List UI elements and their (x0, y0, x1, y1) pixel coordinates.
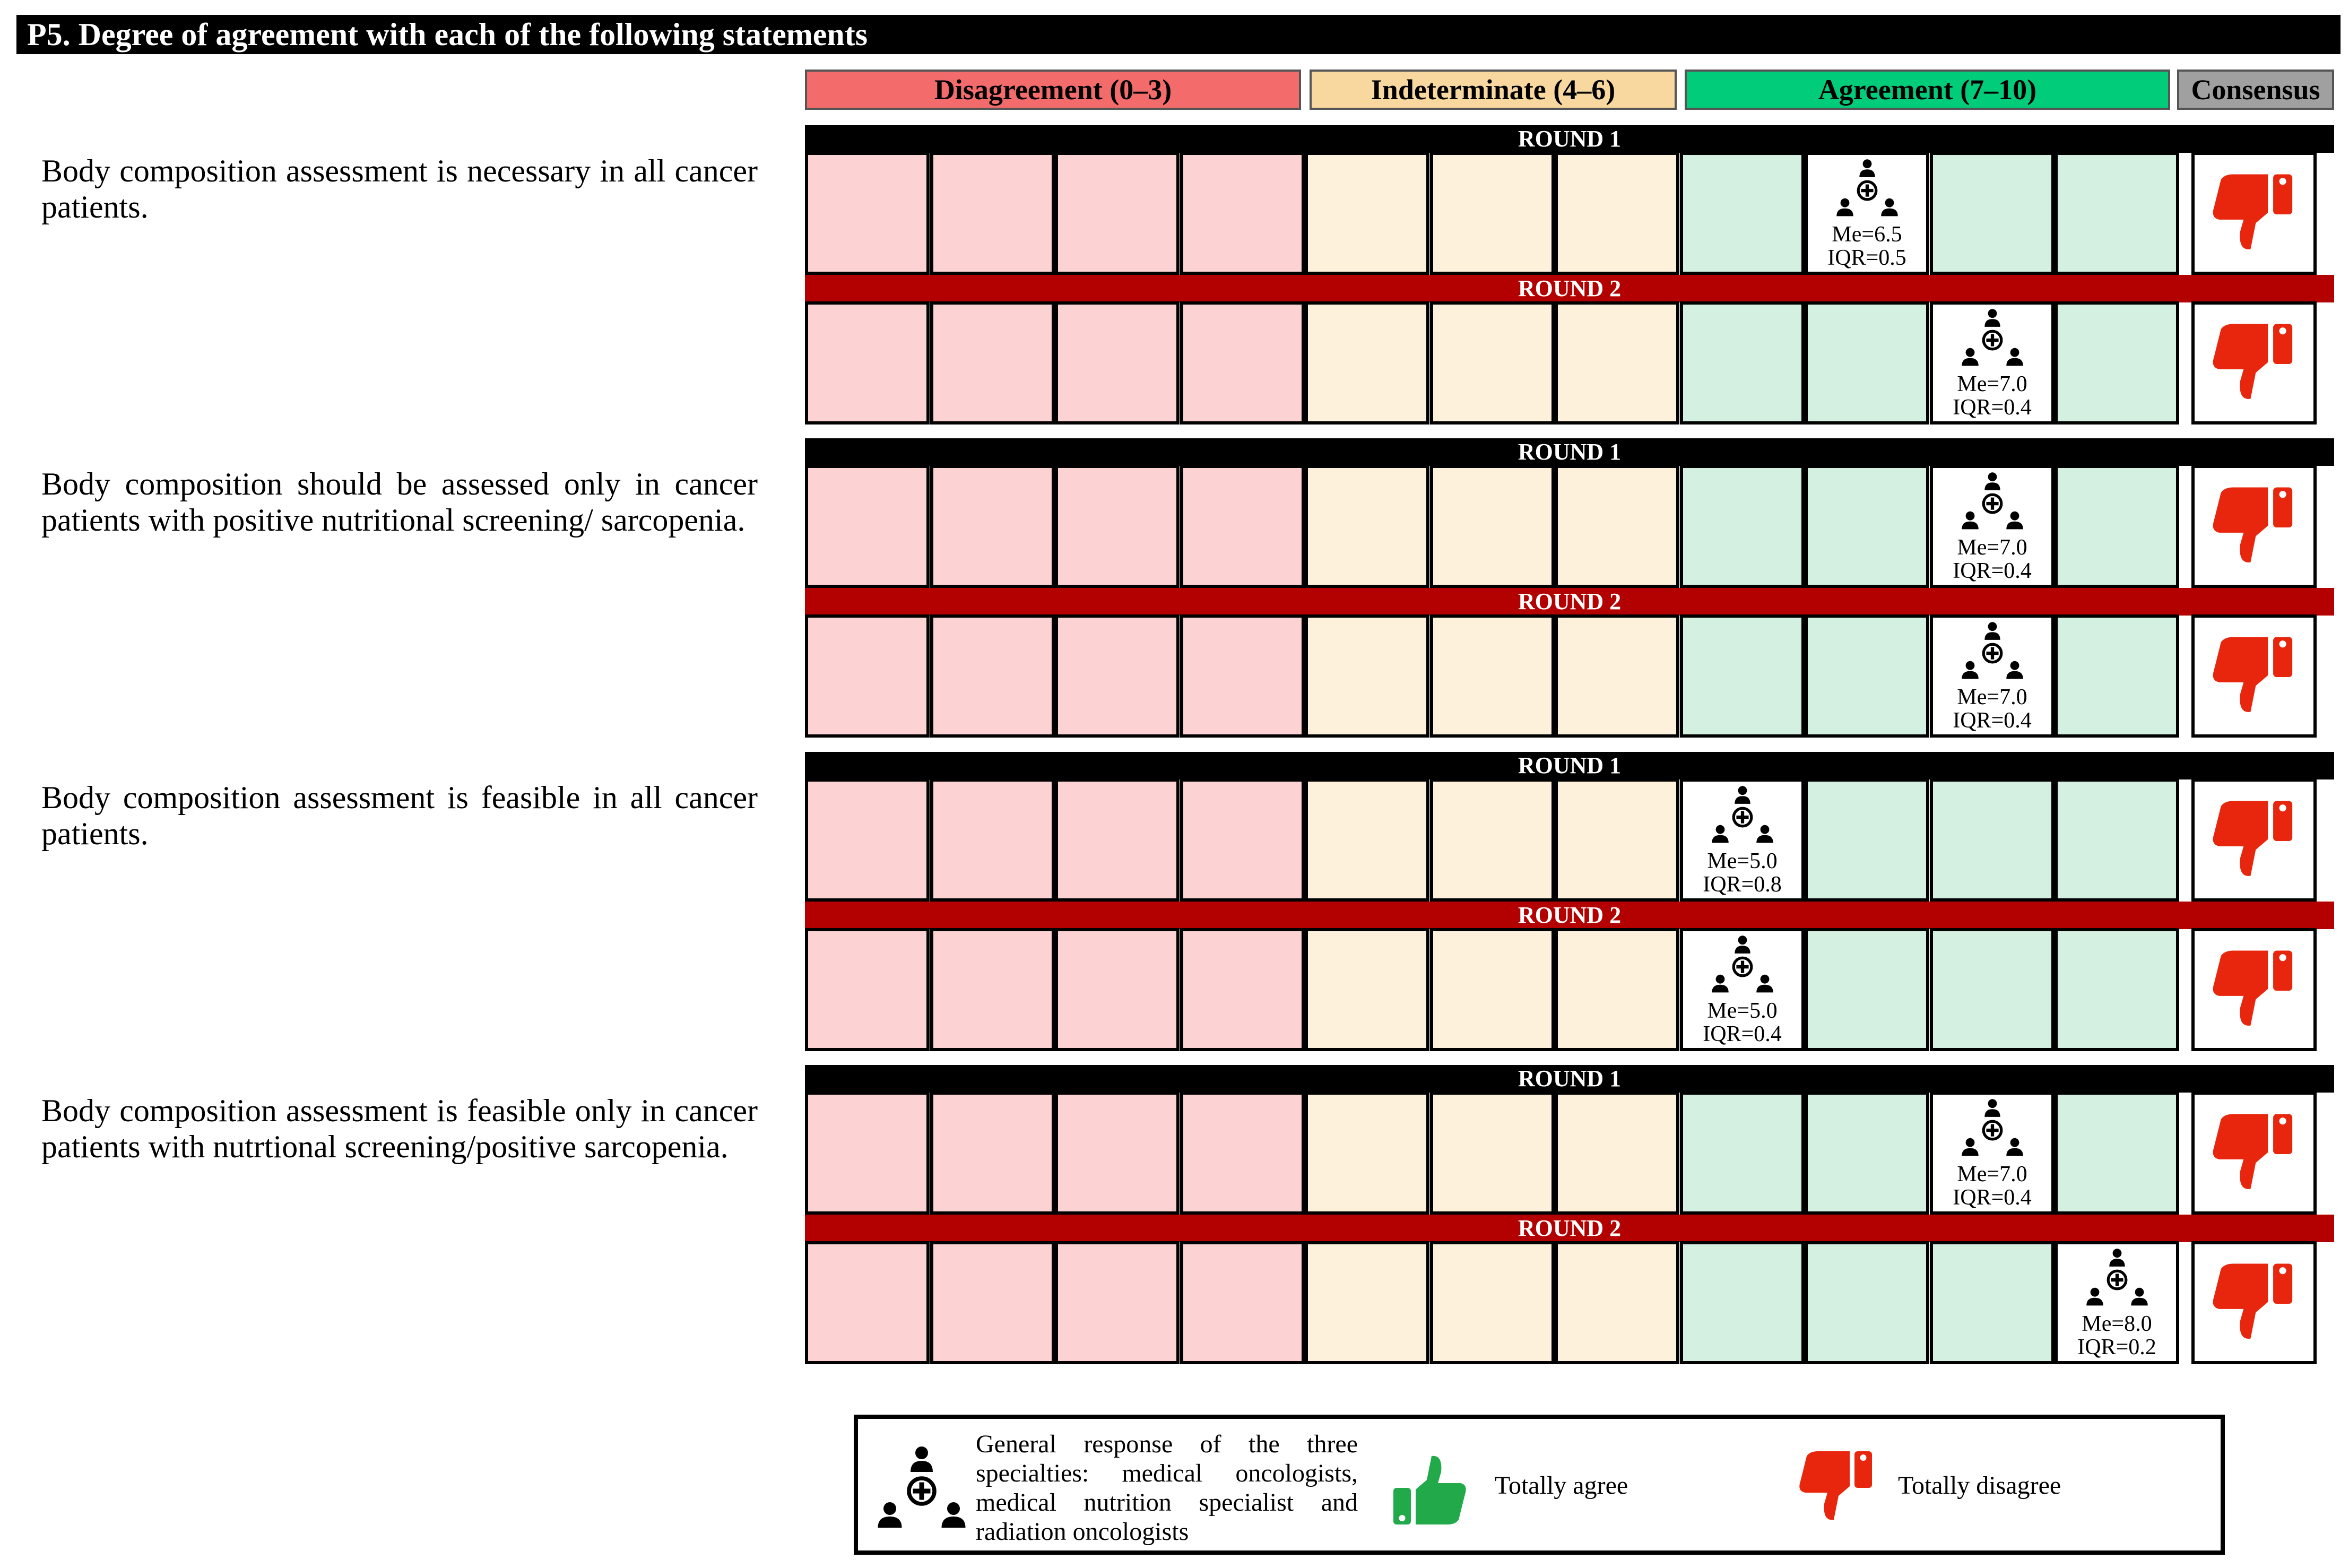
category-agreement: Agreement (7–10) (1685, 70, 2170, 110)
score-cell (1930, 152, 2055, 275)
legend-totally-disagree: Totally disagree (1898, 1471, 2061, 1500)
median-value: Me=5.0 (1707, 999, 1778, 1023)
thumbs-up-icon (1389, 1448, 1468, 1528)
statement-text: Body composition assessment is necessary in all cancer patients. (41, 153, 758, 224)
legend-general-response: General response of the three specialties: medical oncologists, medical nutrition specialist and radiation oncologists (976, 1430, 1358, 1546)
iqr-value: IQR=0.2 (2077, 1335, 2156, 1359)
thumbs-down-icon (2211, 947, 2298, 1034)
category-consensus: Consensus (2177, 70, 2334, 110)
score-cell (1805, 778, 1929, 902)
score-cell (1805, 465, 1929, 588)
iqr-value: IQR=0.8 (1703, 872, 1782, 897)
group-medical-icon (874, 1444, 969, 1535)
median-marker-cell (1930, 301, 2055, 425)
score-cell (2055, 465, 2179, 588)
score-cell (930, 1091, 1055, 1215)
figure-title: P5. Degree of agreement with each of the following statements (16, 15, 2341, 54)
consensus-cell (2191, 928, 2317, 1051)
iqr-value: IQR=0.4 (1703, 1022, 1782, 1046)
group-medical-icon (1959, 621, 2026, 683)
round-label: ROUND 2 (805, 588, 2334, 616)
round-label: ROUND 2 (805, 1215, 2334, 1242)
score-cell (1430, 1091, 1555, 1215)
iqr-value: IQR=0.4 (1953, 559, 2032, 583)
statement-text: Body composition assessment is feasible in all cancer patients. (41, 780, 758, 851)
thumbs-down-icon (2211, 320, 2298, 408)
score-cell (1305, 301, 1429, 425)
consensus-cell (2191, 778, 2317, 902)
score-cell (2055, 778, 2179, 902)
score-cell (1680, 301, 1805, 425)
score-cell (1305, 1091, 1429, 1215)
consensus-cell (2191, 465, 2317, 588)
statement-text: Body composition should be assessed only in cancer patients with positive nutritional screening/ sarcopenia. (41, 466, 758, 538)
score-cell (805, 614, 930, 738)
score-cell (1180, 1241, 1305, 1364)
score-cell (1805, 1091, 1929, 1215)
score-cell (1930, 928, 2055, 1051)
score-cell (1555, 1091, 1679, 1215)
median-value: Me=7.0 (1957, 535, 2027, 560)
score-cell (1555, 614, 1679, 738)
score-cell (1430, 778, 1555, 902)
median-value: Me=7.0 (1957, 372, 2027, 396)
legend (854, 1415, 2225, 1555)
score-cell (1055, 1241, 1180, 1364)
group-medical-icon (1959, 308, 2026, 370)
median-value: Me=6.5 (1832, 222, 1902, 247)
score-cell (1055, 928, 1180, 1051)
iqr-value: IQR=0.4 (1953, 395, 2032, 420)
score-cell (1305, 778, 1429, 902)
score-cell (1180, 778, 1305, 902)
score-cell (1680, 1241, 1805, 1364)
category-disagreement: Disagreement (0–3) (805, 70, 1301, 110)
score-cell (930, 465, 1055, 588)
thumbs-down-icon (1797, 1448, 1877, 1528)
thumbs-down-icon (2211, 798, 2298, 885)
consensus-cell (2191, 152, 2317, 275)
group-medical-icon (2084, 1248, 2151, 1310)
score-cell (2055, 152, 2179, 275)
score-cell (1055, 152, 1180, 275)
score-cell (1555, 928, 1679, 1051)
group-medical-icon (1959, 471, 2026, 534)
score-cell (1305, 614, 1429, 738)
iqr-value: IQR=0.4 (1953, 708, 2032, 733)
score-cell (1430, 465, 1555, 588)
score-cell (1180, 1091, 1305, 1215)
score-cell (1680, 614, 1805, 738)
group-medical-icon (1709, 934, 1776, 997)
score-cell (930, 1241, 1055, 1364)
score-cell (805, 465, 930, 588)
round-label: ROUND 1 (805, 1065, 2334, 1093)
score-cell (930, 614, 1055, 738)
round-label: ROUND 1 (805, 438, 2334, 466)
median-marker-cell (1680, 928, 1805, 1051)
score-cell (930, 928, 1055, 1051)
score-cell (1680, 152, 1805, 275)
round-label: ROUND 2 (805, 902, 2334, 929)
consensus-cell (2191, 301, 2317, 425)
score-cell (2055, 301, 2179, 425)
score-cell (1430, 928, 1555, 1051)
legend-totally-agree: Totally agree (1495, 1471, 1628, 1500)
iqr-value: IQR=0.4 (1953, 1185, 2032, 1210)
score-cell (1430, 614, 1555, 738)
score-cell (1930, 778, 2055, 902)
score-cell (1180, 614, 1305, 738)
score-cell (2055, 1091, 2179, 1215)
score-cell (930, 301, 1055, 425)
score-cell (1055, 301, 1180, 425)
score-cell (1555, 778, 1679, 902)
median-marker-cell (1930, 614, 2055, 738)
score-cell (1180, 465, 1305, 588)
score-cell (1555, 465, 1679, 588)
thumbs-down-icon (2211, 1111, 2298, 1198)
score-cell (1430, 152, 1555, 275)
score-cell (1805, 614, 1929, 738)
score-cell (1180, 152, 1305, 275)
score-cell (1805, 928, 1929, 1051)
score-cell (1430, 301, 1555, 425)
score-cell (1305, 465, 1429, 588)
median-value: Me=5.0 (1707, 849, 1778, 873)
score-cell (1305, 1241, 1429, 1364)
score-cell (1305, 928, 1429, 1051)
round-label: ROUND 1 (805, 752, 2334, 779)
thumbs-down-icon (2211, 634, 2298, 721)
round-label: ROUND 2 (805, 275, 2334, 302)
score-cell (1055, 614, 1180, 738)
score-cell (930, 778, 1055, 902)
consensus-cell (2191, 1091, 2317, 1215)
median-marker-cell (1680, 778, 1805, 902)
thumbs-down-icon (2211, 171, 2298, 258)
score-cell (1680, 465, 1805, 588)
score-cell (1305, 152, 1429, 275)
score-cell (1680, 1091, 1805, 1215)
score-cell (1555, 152, 1679, 275)
median-marker-cell (2055, 1241, 2179, 1364)
score-cell (1930, 1241, 2055, 1364)
group-medical-icon (1959, 1098, 2026, 1160)
score-cell (805, 1241, 930, 1364)
iqr-value: IQR=0.5 (1827, 246, 1906, 270)
median-value: Me=8.0 (2082, 1312, 2152, 1336)
median-value: Me=7.0 (1957, 685, 2027, 709)
consensus-cell (2191, 1241, 2317, 1364)
consensus-cell (2191, 614, 2317, 738)
score-cell (805, 778, 930, 902)
score-cell (1805, 301, 1929, 425)
score-cell (1055, 465, 1180, 588)
group-medical-icon (1834, 158, 1901, 221)
category-indeterminate: Indeterminate (4–6) (1310, 70, 1677, 110)
score-cell (930, 152, 1055, 275)
score-cell (1555, 301, 1679, 425)
score-cell (1430, 1241, 1555, 1364)
round-label: ROUND 1 (805, 125, 2334, 153)
score-cell (1180, 928, 1305, 1051)
median-marker-cell (1930, 1091, 2055, 1215)
score-cell (805, 928, 930, 1051)
score-cell (1555, 1241, 1679, 1364)
median-marker-cell (1805, 152, 1929, 275)
statement-text: Body composition assessment is feasible only in cancer patients with nutrtional screening/positive sarcopenia. (41, 1093, 758, 1164)
score-cell (805, 152, 930, 275)
score-cell (2055, 614, 2179, 738)
score-cell (805, 1091, 930, 1215)
score-cell (1180, 301, 1305, 425)
score-cell (2055, 928, 2179, 1051)
thumbs-down-icon (2211, 1260, 2298, 1347)
score-cell (1805, 1241, 1929, 1364)
median-marker-cell (1930, 465, 2055, 588)
score-cell (1055, 778, 1180, 902)
score-cell (1055, 1091, 1180, 1215)
thumbs-down-icon (2211, 484, 2298, 571)
median-value: Me=7.0 (1957, 1162, 2027, 1186)
group-medical-icon (1709, 785, 1776, 847)
score-cell (805, 301, 930, 425)
